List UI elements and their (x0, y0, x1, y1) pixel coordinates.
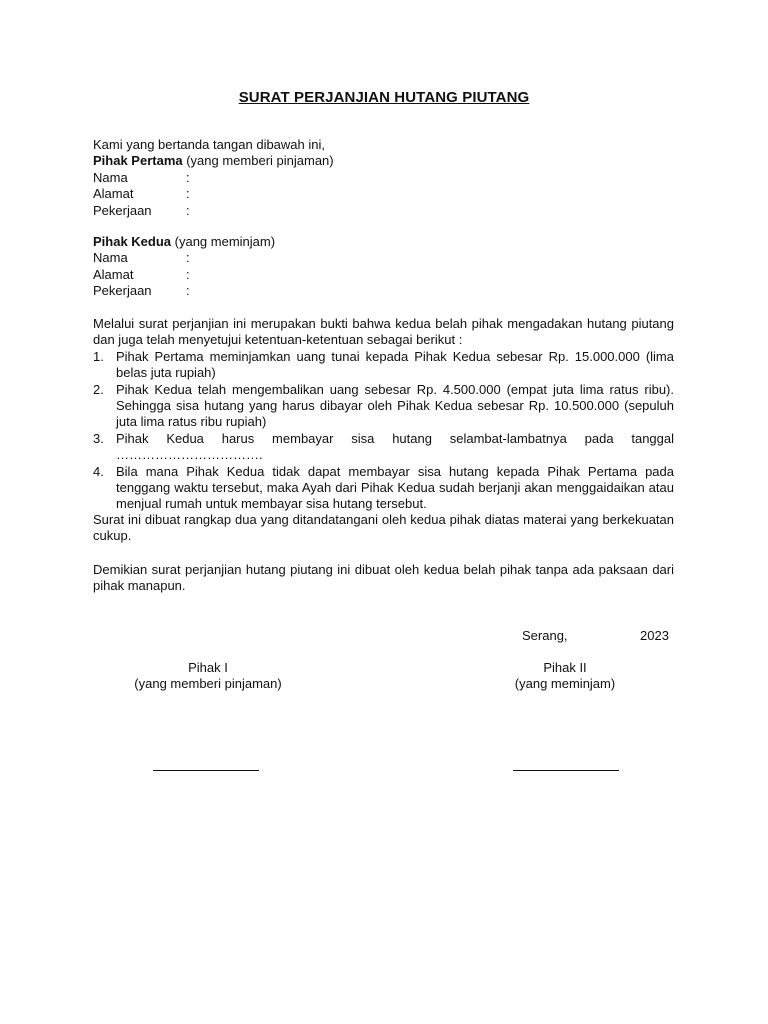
field-separator: : (186, 250, 190, 266)
field-row (93, 250, 674, 266)
list-item-number: 2. (93, 381, 104, 397)
field-row (93, 170, 674, 186)
party1-title: Pihak I (188, 660, 228, 675)
body-intro-text: Melalui surat perjanjian ini merupakan bukti bahwa kedua belah pihak mengadakan hutang piutang dan juga telah menyetujui ketentuan-ketentuan sebagai berikut : (93, 316, 674, 348)
list-item-text: Pihak Kedua telah mengembalikan uang sebesar Rp. 4.500.000 (empat juta lima ratus ribu). Sehingga sisa hutang yang harus dibayar oleh Pihak Kedua sebesar Rp. 10.500.000 (sepuluh juta lima ratus ribu rupiah) (116, 381, 674, 430)
pihak-kedua-role: (yang meminjam) (171, 234, 276, 249)
terms-list (93, 349, 674, 513)
field-row (93, 203, 674, 219)
field-label: Nama (93, 169, 128, 185)
intro-text: Kami yang bertanda tangan dibawah ini, (93, 137, 325, 152)
pihak-pertama-heading: Pihak Pertama (93, 153, 183, 169)
pihak-kedua-heading: Pihak Kedua (93, 234, 172, 249)
pihak-pertama-section (93, 137, 674, 219)
field-label: Pekerjaan (93, 283, 152, 299)
field-row (93, 186, 674, 202)
closing-paragraph: Demikian surat perjanjian hutang piutang ini dibuat oleh kedua belah pihak tanpa ada paksaan dari pihak manapun. (93, 562, 674, 594)
field-separator: : (186, 186, 190, 202)
terms-section (93, 316, 674, 513)
list-item (93, 431, 674, 464)
party1-signature-line (153, 770, 259, 771)
list-item (93, 382, 674, 431)
document-title: SURAT PERJANJIAN HUTANG PIUTANG (238, 89, 530, 106)
list-item-text: Pihak Kedua harus membayar sisa hutang selambat-lambatnya pada tanggal ……………………………. (116, 430, 674, 463)
list-item-text: Pihak Pertama meminjamkan uang tunai kepada Pihak Kedua sebesar Rp. 15.000.000 (lima belas juta rupiah) (116, 348, 674, 381)
field-separator: : (186, 283, 190, 299)
list-item-number: 4. (93, 463, 104, 479)
field-separator: : (186, 169, 190, 185)
field-separator: : (186, 266, 190, 282)
party1-signature-block (110, 660, 306, 693)
list-item (93, 349, 674, 382)
field-row (93, 267, 674, 283)
list-item-number: 1. (93, 348, 104, 364)
list-item-number: 3. (93, 430, 104, 446)
list-item (93, 464, 674, 513)
list-item-text: Bila mana Pihak Kedua tidak dapat membayar sisa hutang kepada Pihak Pertama pada tenggang waktu tersebut, maka Ayah dari Pihak Kedua sudah berjanji akan menggaidaikan atau menjual rumah untuk membayar sisa hutang tersebut. (116, 463, 674, 512)
party2-role: (yang meminjam) (514, 676, 616, 692)
signature-year: 2023 (640, 628, 669, 643)
field-label: Alamat (93, 266, 134, 282)
party2-signature-block (465, 660, 665, 693)
pihak-kedua-section (93, 234, 674, 300)
field-row (93, 283, 674, 299)
party1-role: (yang memberi pinjaman) (134, 676, 282, 692)
signature-city: Serang, (522, 628, 568, 643)
party2-title: Pihak II (543, 660, 587, 675)
pihak-kedua-heading-line (93, 234, 674, 250)
field-label: Nama (93, 250, 128, 266)
pihak-pertama-heading-line (93, 153, 674, 169)
field-label: Alamat (93, 186, 134, 202)
field-label: Pekerjaan (93, 202, 152, 218)
field-separator: : (186, 202, 190, 218)
copies-paragraph: Surat ini dibuat rangkap dua yang ditandatangani oleh kedua pihak diatas materai yang berkekuatan cukup. (93, 512, 674, 544)
pihak-pertama-role: (yang memberi pinjaman) (182, 153, 334, 169)
party2-signature-line (513, 770, 619, 771)
